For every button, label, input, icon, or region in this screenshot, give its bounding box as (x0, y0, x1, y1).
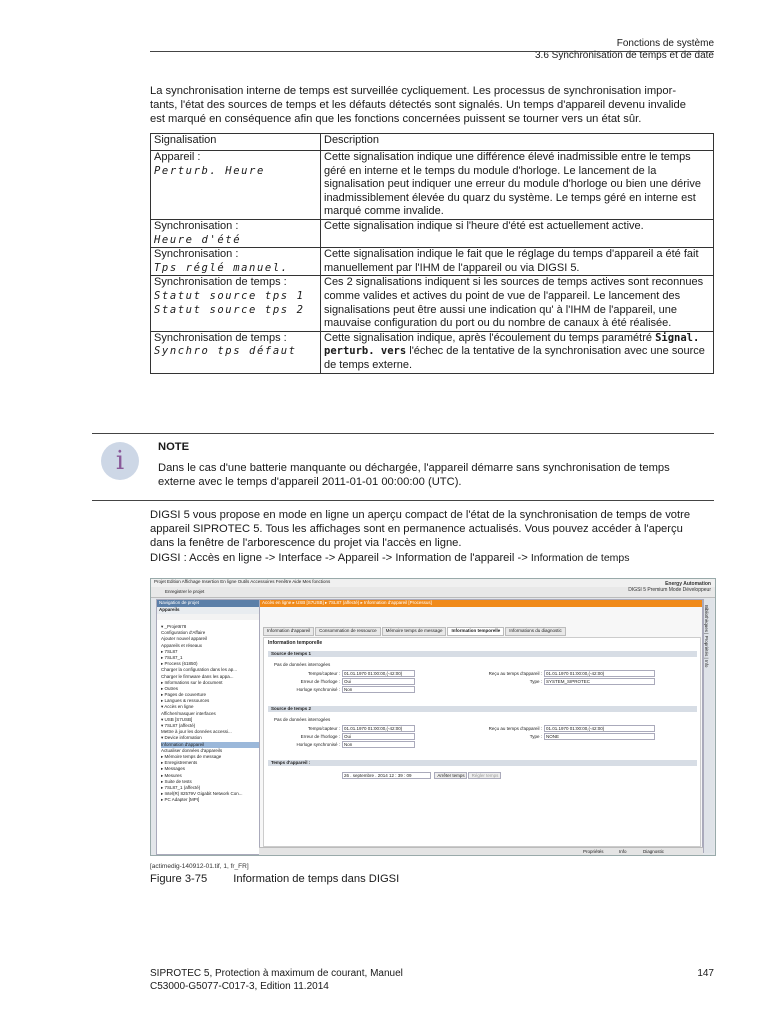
source1-err-label: Erreur de l'horloge : (300, 679, 340, 684)
source1-status: Pas de données interrogées (274, 662, 331, 667)
table-row (151, 331, 714, 373)
source2-type-label: Type : (529, 734, 542, 739)
digsi-path (150, 551, 714, 565)
figure-caption (150, 873, 399, 885)
running-header-section: 3.6 Synchronisation de temps et de date (534, 50, 714, 61)
source2-type-field: NONE (544, 733, 655, 740)
figure-title: Information de temps dans DIGSI (233, 873, 400, 885)
note-top-rule (92, 433, 714, 434)
source1-type-label: Type : (529, 679, 542, 684)
table-header-signalisation: Signalisation (151, 134, 321, 151)
save-project-button[interactable]: Enregistrer le projet (165, 589, 205, 594)
tree-item[interactable]: ▸ 7SL87 (161, 648, 178, 654)
tree-item[interactable]: Charger la configuration dans les ap... (161, 667, 238, 673)
footer-manual-title: SIPROTEC 5, Protection à maximum de courant, Manuel (150, 968, 403, 979)
footer-edition: C53000-G5077-C017-3, Edition 11.2014 (150, 981, 329, 992)
tree-item[interactable]: ▸ Langues & ressources (161, 698, 210, 704)
project-navigation-pane (156, 599, 260, 855)
table-cell-description: Cette signalisation indique une différence élevé inadmissible entre le temps géré en interne et le temps du module d'horloge. Le lancement de la signalisation peut indiquer une erreur du module d'horloge ou bien une dérive inadmissiblement élevée du quarz du système. Le temps géré en interne est marqué comme invalide. (321, 151, 714, 220)
signal-code: Statut source tps 2 (154, 303, 305, 316)
intro-line: est marqué en conséquence afin que les fonctions concernées puissent se tourner vers un état sûr. (150, 113, 642, 126)
tree-item[interactable]: ▸ Mesures (161, 772, 182, 778)
source2-rt-label: Reçu au temps d'appareil : (488, 726, 542, 731)
source2-err-field: Oui (342, 733, 415, 740)
desc-code: Signal. perturb. vers (324, 331, 700, 358)
signal-code: Statut source tps 1 (154, 289, 305, 302)
table-cell-signal (151, 151, 321, 220)
digsi-line: DIGSI 5 vous propose en mode en ligne un aperçu compact de l'état de la synchronisation de temps de votre (150, 509, 691, 521)
tree-item[interactable]: ▸ Mémoire temps de message (161, 753, 222, 759)
signal-group: Synchronisation de temps : (154, 331, 287, 344)
note-body (158, 461, 714, 489)
digsi-path-target: Information de temps (530, 551, 630, 564)
table-row (151, 248, 714, 276)
table-cell-description: Cette signalisation indique si l'heure d'été est actuellement active. (321, 219, 714, 247)
source1-sync-label: Horloge synchronisé : (296, 687, 340, 692)
figure-number: Figure 3-75 (150, 873, 208, 885)
tree-item[interactable]: ▸ Intel(R) 82579V Gigabit Network Con... (161, 791, 243, 797)
signal-group: Appareil : (154, 151, 201, 163)
table-header-description: Description (321, 134, 714, 151)
tree-item[interactable]: ▸ Informations sur le document (161, 679, 223, 685)
tree-item[interactable]: ▸ 7SL87_1 (affecté) (161, 784, 201, 790)
desc-text: l'échec de la tentative de la synchronisation avec une source de temps externe. (324, 345, 705, 371)
note-line: externe avec le temps d'appareil 2011-01-01 00:00:00 (UTC). (158, 476, 462, 489)
tree-item[interactable]: ▾ Device information (161, 735, 202, 741)
source2-ts-field: 01.01.1970 01:00:00,(-42:00) (342, 725, 415, 732)
table-header-row (151, 134, 714, 151)
digsi-line: appareil SIPROTEC 5. Tous les affichages sont en permanence actualisés. Vous pouvez accéder à l'aperçu (150, 523, 683, 536)
tree-item[interactable]: ▸ Messages (161, 766, 186, 772)
signal-code: Perturb. Heure (154, 164, 265, 177)
status-bar (259, 847, 703, 855)
tree-item[interactable]: Mettre à jour les données accessi... (161, 729, 232, 735)
tree-item[interactable]: ▸ Enregistrements (161, 760, 198, 766)
note-bottom-rule (92, 500, 714, 501)
signal-code: Synchro tps défaut (154, 345, 297, 358)
tree-item[interactable]: Charger le firmware dans les appa... (161, 673, 234, 679)
tree-item[interactable]: ▾ USB [S7USB] (161, 716, 193, 722)
intro-line: La synchronisation interne de temps est surveillée cycliquement. Les processus de synchronisation impor- (150, 85, 677, 97)
signal-code: Heure d'été (154, 233, 242, 246)
digsi-paragraph (150, 508, 714, 565)
brand (628, 581, 711, 593)
task-cards-bar (703, 599, 714, 853)
desc-text: Cette signalisation indique, après l'écoulement du temps paramétré (324, 331, 656, 344)
table-cell-description: Cette signalisation indique le fait que le réglage du temps d'appareil a été fait manuellement par l'IHM de l'appareil ou via DIGSI 5. (321, 248, 714, 276)
brand-line: Energy Automation (665, 581, 711, 587)
devices-tab[interactable]: Appareils (157, 607, 259, 614)
image-reference: [actimedig-140912-01.tif, 1, fr_FR] (150, 863, 249, 870)
source1-ts-field: 01.01.1970 01:00:00,(-42:00) (342, 670, 415, 677)
info-icon: i (101, 442, 139, 480)
source2-sync-label: Horloge synchronisé : (296, 742, 340, 747)
tree-item[interactable]: Ajouter nouvel appareil (161, 636, 208, 642)
brand-line: DIGSI 5 Premium Mode Développeur (628, 587, 711, 593)
signal-group: Synchronisation : (154, 219, 239, 232)
editor-tabs (263, 627, 567, 635)
set-time-button[interactable]: Régler temps (468, 772, 501, 779)
tab-time-information[interactable]: Information temporelle (447, 627, 504, 636)
digsi-screenshot (150, 578, 716, 856)
table-cell-signal (151, 276, 321, 331)
tree-item[interactable]: ▸ Outres (161, 685, 179, 691)
tree-item[interactable]: Afficher/masquer interfaces (161, 710, 216, 716)
source1-header: Source de temps 1 (268, 651, 697, 657)
table-cell-description: Ces 2 signalisations indiquent si les sources de temps actives sont reconnues comme valides et actives du point de vue de l'appareil. Le lancement des signalisations peut être aussi une indication qu' à l'IHM de l'appareil, une mauvaise configuration du port ou du nombre de canaux à été réalisée. (321, 276, 714, 331)
properties-tab[interactable]: Propriétés (583, 849, 604, 854)
tree-item[interactable]: ▾ Accès en ligne (161, 704, 194, 710)
page-number: 147 (697, 968, 714, 979)
source1-err-field: Oui (342, 678, 415, 685)
tree-item[interactable]: ▸ 7SL87_1 (161, 654, 183, 660)
source1-ts-label: Temps/capteur : (307, 671, 340, 676)
tree-item[interactable]: ▾ _Projet678 (161, 624, 187, 629)
source1-type-field: SYSTEM_SIPROTEC (544, 678, 655, 685)
tree-item[interactable]: ▾ 7SL87 (affecté) (161, 723, 196, 728)
project-tree (157, 620, 259, 803)
tree-item[interactable]: ▸ Process (61850) (161, 661, 198, 667)
source1-rt-label: Reçu au temps d'appareil : (488, 671, 542, 676)
editor-toolbar (260, 607, 702, 613)
task-card-tabs[interactable]: Bibliothèques | Propriétés | Info (704, 605, 709, 668)
main-editor-pane (259, 599, 703, 849)
source2-sync-field: Non (342, 741, 415, 748)
source2-header: Source de temps 2 (268, 706, 697, 712)
signal-group: Synchronisation de temps : (154, 276, 287, 289)
digsi-line: dans la fenêtre de l'arborescence du projet via l'accès en ligne. (150, 537, 462, 550)
tab-diagnostics[interactable]: Informations du diagnostic (505, 627, 566, 636)
source1-rt-field: 01.01.1970 01:00:00,(-42:00) (544, 670, 655, 677)
project-navigation-title: Navigation de projet (157, 600, 259, 607)
source2-status: Pas de données interrogées (274, 717, 331, 722)
table-row (151, 151, 714, 220)
info-tab[interactable]: Info (619, 849, 627, 854)
tree-item[interactable]: ▸ Pages de couverture (161, 692, 207, 698)
diagnostics-tab[interactable]: Diagnostic (643, 849, 665, 854)
tab-resource-consumption[interactable]: Consommation de ressource (315, 627, 381, 636)
source2-ts-label: Temps/capteur : (307, 726, 340, 731)
table-cell-signal (151, 248, 321, 276)
digsi-path-text: DIGSI : Accès en ligne -> Interface -> Appareil -> Information de l'appareil -> (150, 551, 528, 564)
time-info-panel (263, 637, 701, 847)
tree-item[interactable]: ▸ Suite de tests (161, 778, 192, 784)
menu-items: Projet Edition Affichage Insertion En ligne Outils Accessoires Fenêtre Aide Mes fonctions (154, 579, 331, 584)
source1-sync-field: Non (342, 686, 415, 693)
tree-item[interactable]: ▸ PC Adapter [MPI] (161, 797, 200, 803)
editor-title-bar: Accès en ligne ▸ USB [S7USB] ▸ 7SL87 (affecté) ▸ Information d'appareil [Processus] (260, 600, 702, 607)
tab-message-memory[interactable]: Mémoire temps de message (382, 627, 447, 636)
table-row (151, 276, 714, 331)
device-time-field[interactable]: 26 . septembre . 2014 12 : 39 : 09 (342, 772, 431, 779)
signal-group: Synchronisation : (154, 248, 239, 261)
note-title: NOTE (158, 441, 190, 453)
signal-code: Tps réglé manuel. (154, 261, 289, 274)
tab-device-info[interactable]: Information d'appareil (263, 627, 314, 636)
table-row (151, 219, 714, 247)
table-cell-signal (151, 219, 321, 247)
note-line: Dans le cas d'une batterie manquante ou déchargée, l'appareil démarre sans synchronisation de temps (158, 462, 670, 474)
tree-item[interactable]: Information d'appareil (161, 742, 259, 748)
stop-time-button[interactable]: Arrêter temps (434, 772, 467, 779)
tree-item[interactable]: Appareils et réseaux (161, 642, 203, 648)
device-time-header: Temps d'appareil : (268, 760, 697, 766)
intro-paragraph (150, 84, 714, 127)
running-header-chapter: Fonctions de système (616, 38, 714, 49)
time-info-heading: Information temporelle (268, 640, 323, 646)
source2-err-label: Erreur de l'horloge : (300, 734, 340, 739)
header-rule (150, 51, 714, 52)
table-cell-description (321, 331, 714, 373)
table-cell-signal (151, 331, 321, 373)
signal-table (150, 133, 714, 374)
intro-line: tants, l'état des sources de temps et les défauts détectés sont signalés. Un temps d'appareil devenu invalide (150, 99, 686, 112)
tree-item[interactable]: Configuration d'Affaire (161, 630, 206, 636)
tree-item[interactable]: Actualiser données d'appareils (161, 747, 223, 753)
source2-rt-field: 01.01.1970 01:00:00,(-42:00) (544, 725, 655, 732)
